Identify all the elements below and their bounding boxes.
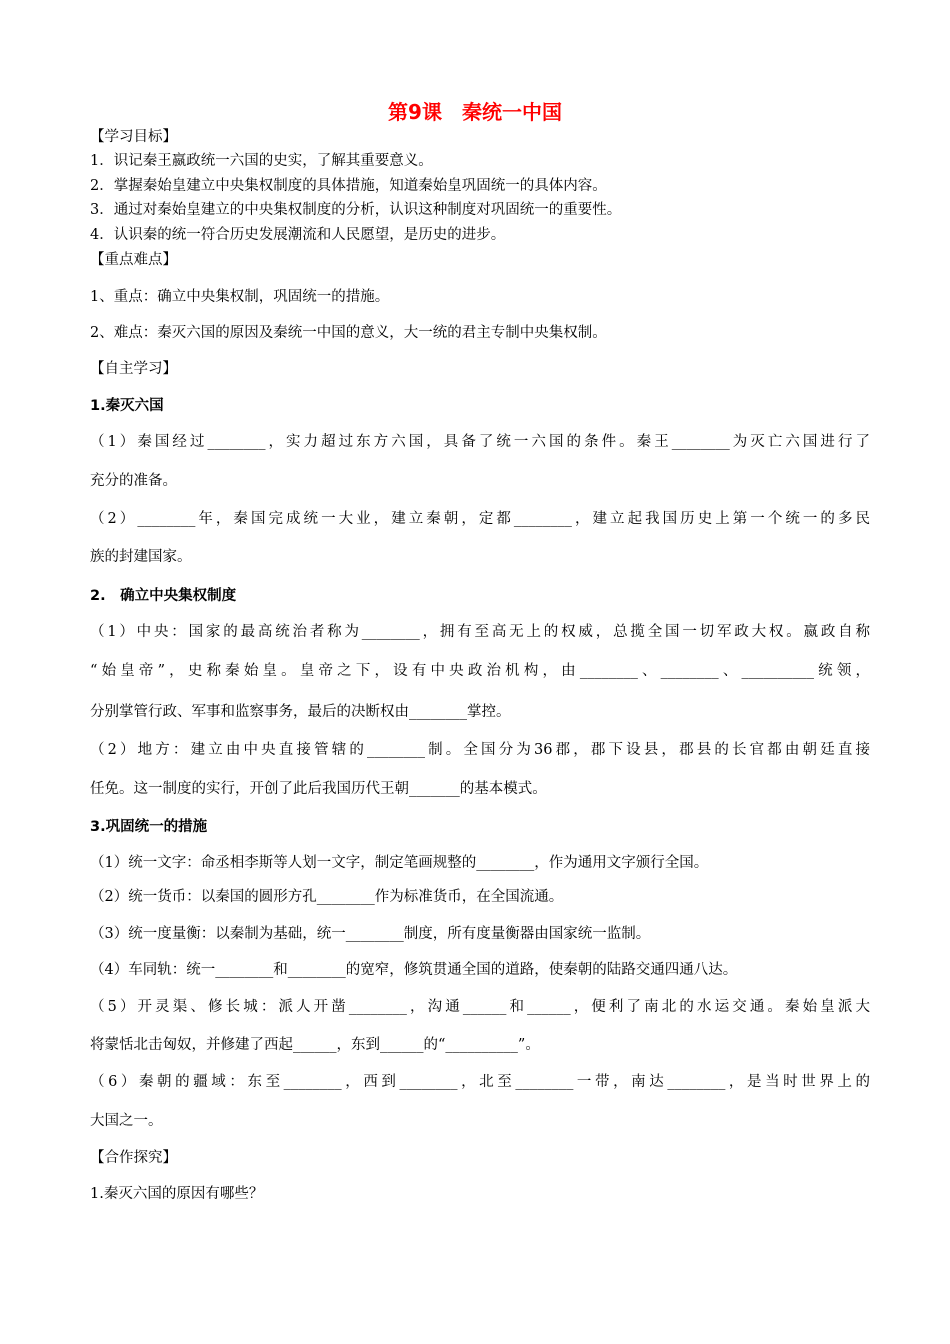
part2-line-5: 任免。这一制度的实行，开创了此后我国历代王朝_______的基本模式。 — [90, 781, 547, 797]
section-header-goals: 【学习目标】 — [90, 129, 177, 145]
part2-title: 2. 确立中央集权制度 — [90, 588, 237, 604]
section-header-self-study: 【自主学习】 — [90, 361, 177, 377]
coop-question-1: 1.秦灭六国的原因有哪些？ — [90, 1186, 264, 1202]
part3-line-8: 大国之一。 — [90, 1113, 163, 1129]
part3-line-1: （1）统一文字：命丞相李斯等人划一文字，制定笔画规整的________，作为通用文字颁行全国。 — [90, 855, 709, 871]
key-item-2: 2、难点：秦灭六国的原因及秦统一中国的意义，大一统的君主专制中央集权制。 — [90, 325, 607, 341]
part2-line-4: （2）地方：建立由中央直接管辖的________制。全国分为36郡，郡下设县，郡县的长官都由朝廷直接 — [90, 742, 870, 758]
part2-line-1: （1）中央：国家的最高统治者称为________，拥有至高无上的权威，总揽全国一切军政大权。嬴政自称 — [90, 624, 870, 640]
key-item-1: 1、重点：确立中央集权制，巩固统一的措施。 — [90, 289, 390, 305]
part3-line-4: （4）车同轨：统一________和________的宽窄，修筑贯通全国的道路，使秦朝的陆路交通四通八达。 — [90, 962, 738, 978]
part2-line-3: 分别掌管行政、军事和监察事务，最后的决断权由________掌控。 — [90, 704, 511, 720]
goal-item-1: 1．识记秦王嬴政统一六国的史实，了解其重要意义。 — [90, 153, 433, 169]
goal-item-2: 2．掌握秦始皇建立中央集权制度的具体措施，知道秦始皇巩固统一的具体内容。 — [90, 178, 607, 194]
part3-line-6: 将蒙恬北击匈奴，并修建了西起______，东到______的“__________”。 — [90, 1037, 540, 1053]
part3-line-7: （6）秦朝的疆域：东至________，西到________，北至________一带，南达________，是当时世界上的 — [90, 1074, 870, 1090]
part3-line-2: （2）统一货币：以秦国的圆形方孔________作为标准货币，在全国流通。 — [90, 889, 564, 905]
part3-line-3: （3）统一度量衡：以秦制为基础，统一________制度，所有度量衡器由国家统一监制。 — [90, 926, 651, 942]
part1-line-2: 充分的准备。 — [90, 473, 177, 489]
goal-item-3: 3．通过对秦始皇建立的中央集权制度的分析，认识这种制度对巩固统一的重要性。 — [90, 202, 622, 218]
part2-line-2: “始皇帝”，史称秦始皇。皇帝之下，设有中央政治机构，由________、________、__________统领， — [90, 663, 870, 679]
part1-title: 1.秦灭六国 — [90, 398, 164, 414]
section-header-cooperation: 【合作探究】 — [90, 1150, 177, 1166]
section-header-key: 【重点难点】 — [90, 252, 177, 268]
part1-line-3: （2）________年，秦国完成统一大业，建立秦朝，定都________，建立起我国历史上第一个统一的多民 — [90, 511, 870, 527]
lesson-title: 第9课 秦统一中国 — [388, 100, 562, 124]
part3-title: 3.巩固统一的措施 — [90, 819, 208, 835]
part1-line-1: （1）秦国经过________，实力超过东方六国，具备了统一六国的条件。秦王________为灭亡六国进行了 — [90, 434, 870, 450]
goal-item-4: 4．认识秦的统一符合历史发展潮流和人民愿望，是历史的进步。 — [90, 227, 506, 243]
part1-line-4: 族的封建国家。 — [90, 549, 192, 565]
part3-line-5: （5）开灵渠、修长城：派人开凿________，沟通______和______，便利了南北的水运交通。秦始皇派大 — [90, 999, 870, 1015]
